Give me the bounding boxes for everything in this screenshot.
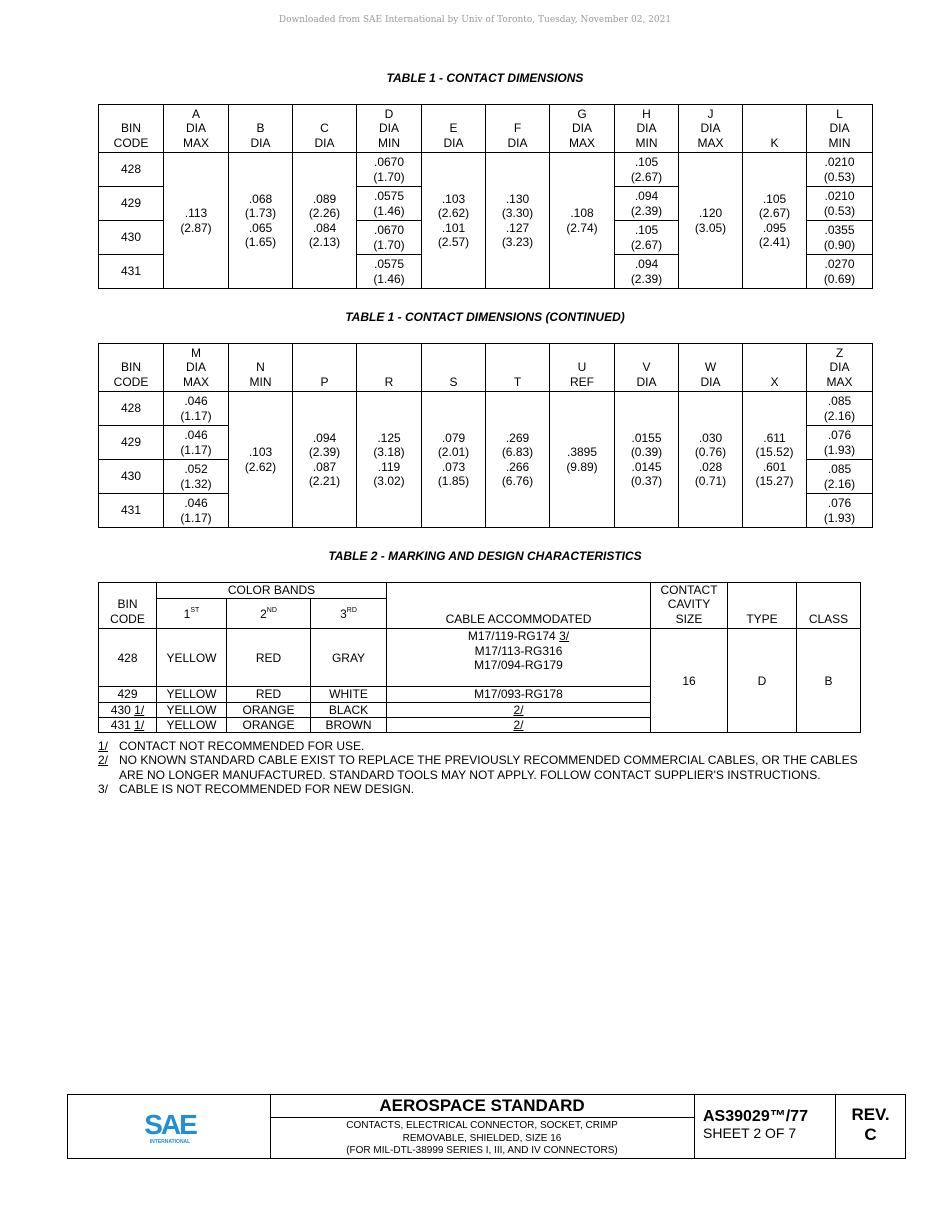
svg-text:SAE: SAE (144, 1109, 196, 1140)
dim-b-cell: .068 (1.73) .065 (1.65) (229, 153, 293, 289)
col-header-color-bands: COLOR BANDS (157, 583, 387, 599)
dim-t-cell: .269 (6.83) .266 (6.76) (486, 392, 550, 528)
band-1-cell: YELLOW (157, 629, 227, 687)
col-header-bin: BIN CODE (99, 344, 164, 392)
bin-code-cell: 428 (99, 153, 164, 187)
cable-cell: 2/ (387, 718, 651, 733)
dim-l-cell: .0210 (0.53) (807, 187, 873, 221)
dim-d-cell: .0575 (1.46) (357, 187, 422, 221)
bin-code-cell: 431 (99, 494, 164, 528)
document-number: AS39029™/77 (703, 1108, 808, 1125)
dim-w-cell: .030 (0.76) .028 (0.71) (679, 392, 743, 528)
dim-m-cell: .052 (1.32) (164, 460, 229, 494)
col-header-z: Z DIA MAX (807, 344, 873, 392)
dim-z-cell: .085 (2.16) (807, 392, 873, 426)
band-3-cell: BLACK (311, 702, 387, 717)
class-cell: B (797, 629, 861, 733)
cable-cell: M17/093-RG178 (387, 687, 651, 702)
col-header-w: W DIA (679, 344, 743, 392)
table2-title: TABLE 2 - MARKING AND DESIGN CHARACTERISTICS (328, 549, 642, 563)
col-header-m: M DIA MAX (164, 344, 229, 392)
revision-cell (836, 1095, 905, 1158)
dim-d-cell: .0670 (1.70) (357, 153, 422, 187)
dim-l-cell: .0355 (0.90) (807, 221, 873, 255)
footnote: 1/ CONTACT NOT RECOMMENDED FOR USE. (98, 739, 365, 753)
svg-text:INTERNATIONAL: INTERNATIONAL (149, 1139, 191, 1145)
band-2-cell: RED (227, 687, 311, 702)
footnote: 3/ CABLE IS NOT RECOMMENDED FOR NEW DESIGN. (98, 781, 415, 796)
dim-h-cell: .094 (2.39) (615, 187, 679, 221)
band-1-cell: YELLOW (157, 687, 227, 702)
footnotes (98, 739, 858, 796)
col-header-bin: BIN CODE (99, 583, 157, 629)
dim-e-cell: .103 (2.62) .101 (2.57) (422, 153, 486, 289)
band-2-cell: ORANGE (227, 718, 311, 733)
dim-p-cell: .094 (2.39) .087 (2.21) (293, 392, 357, 528)
title-block (67, 1094, 906, 1159)
col-header-l: L DIA MIN (807, 105, 873, 153)
dim-m-cell: .046 (1.17) (164, 426, 229, 460)
dim-j-cell: .120 (3.05) (679, 153, 743, 289)
band-2-cell: ORANGE (227, 702, 311, 717)
col-header-class: CLASS (797, 583, 861, 629)
dim-a-cell: .113 (2.87) (164, 153, 229, 289)
col-header-a: A DIA MAX (164, 105, 229, 153)
bin-code-cell: 428 (99, 392, 164, 426)
revision-label: REV. (851, 1105, 890, 1124)
col-header-r: R (357, 344, 422, 392)
bin-code-cell: 430 (99, 460, 164, 494)
bin-code-cell: 431 (99, 255, 164, 289)
bin-code-cell: 430 (99, 221, 164, 255)
dim-d-cell: .0670 (1.70) (357, 221, 422, 255)
col-header-band-2: 2ND (227, 599, 311, 629)
band-1-cell: YELLOW (157, 718, 227, 733)
col-header-s: S (422, 344, 486, 392)
download-watermark: Downloaded from SAE International by Univ of Toronto, Tuesday, November 02, 2021 (278, 15, 672, 25)
dim-x-cell: .611 (15.52) .601 (15.27) (743, 392, 807, 528)
dim-z-cell: .076 (1.93) (807, 494, 873, 528)
col-header-v: V DIA (615, 344, 679, 392)
col-header-j: J DIA MAX (679, 105, 743, 153)
col-header-bin: BIN CODE (99, 105, 164, 153)
band-1-cell: YELLOW (157, 702, 227, 717)
dim-h-cell: .094 (2.39) (615, 255, 679, 289)
col-header-b: B DIA (229, 105, 293, 153)
col-header-x: X (743, 344, 807, 392)
type-cell: D (728, 629, 797, 733)
bin-code-cell: 428 (99, 629, 157, 687)
sae-logo (68, 1095, 271, 1158)
dim-l-cell: .0270 (0.69) (807, 255, 873, 289)
document-number-cell (695, 1095, 836, 1158)
sae-logo-icon (68, 1095, 270, 1158)
document-description: CONTACTS, ELECTRICAL CONNECTOR, SOCKET, CRIMP REMOVABLE, SHIELDED, SIZE 16 (FOR MIL-DTL-38999 SERIES I, III, AND IV CONNECTORS) (346, 1120, 618, 1156)
table1-title: TABLE 1 - CONTACT DIMENSIONS (386, 71, 584, 85)
col-header-p: P (293, 344, 357, 392)
sheet-number: SHEET 2 OF 7 (703, 1125, 797, 1141)
cable-cell: M17/119-RG174 3/ M17/113-RG316 M17/094-RG179 (387, 629, 651, 687)
col-header-cavity: CONTACT CAVITY SIZE (651, 583, 728, 629)
bin-code-cell: 431 1/ (99, 718, 157, 733)
bin-code-cell: 429 (99, 187, 164, 221)
col-header-g: G DIA MAX (550, 105, 615, 153)
col-header-band-1: 1ST (157, 599, 227, 629)
dim-u-cell: .3895 (9.89) (550, 392, 615, 528)
col-header-k: K (743, 105, 807, 153)
dim-n-cell: .103 (2.62) (229, 392, 293, 528)
dim-f-cell: .130 (3.30) .127 (3.23) (486, 153, 550, 289)
footnote: 2/ NO KNOWN STANDARD CABLE EXIST TO REPLACE THE PREVIOUSLY RECOMMENDED COMMERCIAL CABLES, OR THE CABLES ARE NO LONGER MANUFACTURED. STANDARD TOOLS MAY NOT APPLY. FOLLOW CONTACT SUPPLIER'S INSTRUCTIONS. (98, 753, 858, 782)
col-header-t: T (486, 344, 550, 392)
dim-d-cell: .0575 (1.46) (357, 255, 422, 289)
dim-h-cell: .105 (2.67) (615, 221, 679, 255)
dim-k-cell: .105 (2.67) .095 (2.41) (743, 153, 807, 289)
contact-dimensions-table (98, 104, 873, 289)
col-header-u: U REF (550, 344, 615, 392)
band-3-cell: WHITE (311, 687, 387, 702)
col-header-f: F DIA (486, 105, 550, 153)
dim-m-cell: .046 (1.17) (164, 392, 229, 426)
bin-code-cell: 429 (99, 426, 164, 460)
col-header-n: N MIN (229, 344, 293, 392)
cavity-size-cell: 16 (651, 629, 728, 733)
table1-continued-title: TABLE 1 - CONTACT DIMENSIONS (CONTINUED) (345, 310, 625, 324)
dim-h-cell: .105 (2.67) (615, 153, 679, 187)
col-header-h: H DIA MIN (615, 105, 679, 153)
band-3-cell: BROWN (311, 718, 387, 733)
dim-l-cell: .0210 (0.53) (807, 153, 873, 187)
col-header-e: E DIA (422, 105, 486, 153)
dim-r-cell: .125 (3.18) .119 (3.02) (357, 392, 422, 528)
marking-design-table (98, 582, 861, 733)
dim-c-cell: .089 (2.26) .084 (2.13) (293, 153, 357, 289)
bin-code-cell: 430 1/ (99, 702, 157, 717)
cable-cell: 2/ (387, 702, 651, 717)
dim-m-cell: .046 (1.17) (164, 494, 229, 528)
col-header-type: TYPE (728, 583, 797, 629)
standard-title: AEROSPACE STANDARD (270, 1095, 694, 1118)
col-header-d: D DIA MIN (357, 105, 422, 153)
title-cell (270, 1095, 695, 1158)
bin-code-cell: 429 (99, 687, 157, 702)
dim-z-cell: .085 (2.16) (807, 460, 873, 494)
col-header-c: C DIA (293, 105, 357, 153)
band-3-cell: GRAY (311, 629, 387, 687)
dim-z-cell: .076 (1.93) (807, 426, 873, 460)
band-2-cell: RED (227, 629, 311, 687)
col-header-band-3: 3RD (311, 599, 387, 629)
contact-dimensions-continued-table (98, 343, 873, 528)
dim-s-cell: .079 (2.01) .073 (1.85) (422, 392, 486, 528)
revision-value: C (864, 1125, 877, 1144)
col-header-cable: CABLE ACCOMMODATED (387, 583, 651, 629)
dim-v-cell: .0155 (0.39) .0145 (0.37) (615, 392, 679, 528)
dim-g-cell: .108 (2.74) (550, 153, 615, 289)
